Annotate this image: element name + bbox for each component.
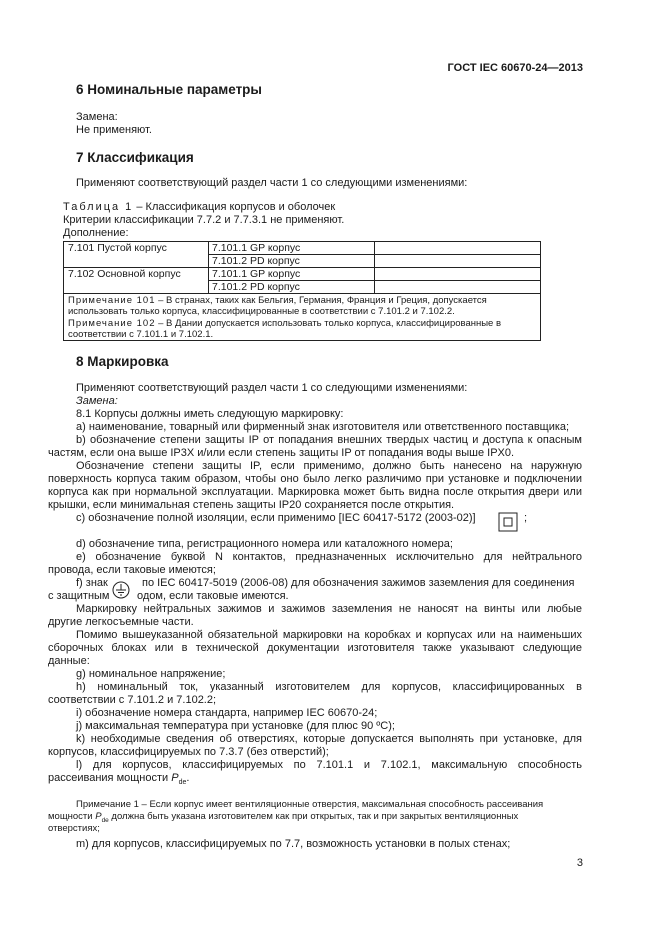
section-6-line-2: Не применяют. <box>76 124 152 136</box>
ip-text-line-1: Обозначение степени защиты IP, если применимо, должно быть нанесено на наружную <box>76 460 582 472</box>
additional-marking-line-2: сборочных блоках или в технической документации изготовителя также указывают следующие <box>48 642 582 654</box>
table-caption <box>63 201 335 214</box>
section-8-intro: Применяют соответствующий раздел части 1 со следующими изменениями: <box>76 382 468 394</box>
item-f-line-2b: одом, если таковые имеются. <box>137 590 289 602</box>
ip-text-line-2: поверхность корпуса таким образом, чтобы оно было легко различимо при установке и подключении <box>48 473 582 485</box>
item-b-line-1: b) обозначение степени защиты IP от попадания внешних твердых частиц и доступа к опасным <box>76 434 582 446</box>
marking-note-line-1: Маркировку нейтральных зажимов и зажимов заземления не наносят на винты или любые <box>76 603 582 615</box>
protective-earth-icon <box>111 580 131 600</box>
item-g: g) номинальное напряжение; <box>76 668 226 680</box>
table-cell: 7.101 Пустой корпус <box>68 242 167 254</box>
table-note-102-label: Примечание 102 <box>68 318 156 329</box>
table-divider <box>64 293 540 294</box>
clause-8-1: 8.1 Корпусы должны иметь следующую маркировку: <box>76 408 344 420</box>
section-8-title: 8 Маркировка <box>76 354 169 369</box>
item-e-line-2: провода, если таковые имеются; <box>48 564 216 576</box>
marking-note-line-2: другие легкосъемные части. <box>48 616 194 628</box>
replace-label: Замена: <box>76 395 118 407</box>
note-1-line-1 <box>76 799 543 811</box>
item-f-line-1a: f) знак <box>76 577 108 589</box>
item-c: c) обозначение полной изоляции, если применимо [IEC 60417-5172 (2003-02)] <box>76 512 476 524</box>
item-f-line-1b: по IEC 60417-5019 (2006-08) для обозначения зажимов заземления для соединения <box>142 577 575 589</box>
item-j: j) максимальная температура при установке (для плюс 90 ºС); <box>76 720 395 732</box>
item-l-end: . <box>186 772 190 784</box>
note-1-text: – Если корпус имеет вентиляционные отверстия, максимальная способность рассеивания <box>138 799 544 810</box>
item-f-line-2a: с защитным <box>48 590 110 602</box>
classification-table <box>63 241 541 341</box>
table-cell: 7.101.2 PD корпус <box>212 255 300 267</box>
ip-text-line-4: крышки, если минимальная степень защиты IP20 сохраняется после открытия. <box>48 499 455 511</box>
item-d: d) обозначение типа, регистрационного номера или каталожного номера; <box>76 538 453 550</box>
table-note-102 <box>68 318 501 330</box>
section-6-line-1: Замена: <box>76 111 118 123</box>
section-7-intro: Применяют соответствующий раздел части 1 со следующими изменениями: <box>76 177 468 189</box>
item-m: m) для корпусов, классифицируемых по 7.7, возможность установки в полых стенах; <box>76 838 511 850</box>
item-i: i) обозначение номера стандарта, например IEC 60670-24; <box>76 707 378 719</box>
item-a: a) наименование, товарный или фирменный знак изготовителя или ответственного поставщика; <box>76 421 570 433</box>
power-subscript: de <box>178 779 187 787</box>
criteria-text: Критерии классификации 7.7.2 и 7.7.3.1 не применяют. <box>63 214 345 226</box>
addition-label: Дополнение: <box>63 227 129 239</box>
item-h-line-1: h) номинальный ток, указанный изготовителем для корпусов, классифицированных в <box>76 681 582 693</box>
table-cell: 7.101.1 GP корпус <box>212 242 301 254</box>
page-number: 3 <box>576 857 583 869</box>
item-e-line-1: e) обозначение буквой N контактов, предназначенных исключительно для нейтрального <box>76 551 582 563</box>
table-note-102-cont: соответствии с 7.101.1 и 7.102.1. <box>68 329 214 340</box>
item-c-end: ; <box>524 512 528 524</box>
note-power-subscript: de <box>101 816 109 824</box>
power-symbol: P <box>171 772 179 784</box>
section-6-title: 6 Номинальные параметры <box>76 82 262 97</box>
section-7-title: 7 Классификация <box>76 150 194 165</box>
item-k-line-2: корпусов, классифицируемых по 7.3.7 (без отверстий); <box>48 746 329 758</box>
note-power-symbol: P <box>95 811 102 822</box>
table-note-101 <box>68 295 487 307</box>
note-1-line-3: отверстиях; <box>48 823 100 834</box>
table-note-101-cont: использовать только корпуса, классифицированные в соответствии с 7.101.2 и 7.102.2. <box>68 306 455 317</box>
table-note-102-text: – В Дании допускается использовать только корпуса, классифицированные в <box>155 318 502 329</box>
item-b-line-2: частям, если она выше IP3X и/или если степень защиты IP от попадания воды выше IPX0. <box>48 447 515 459</box>
item-l-line-2 <box>48 772 189 789</box>
double-insulation-icon <box>497 511 519 533</box>
table-cell: 7.101.1 GP корпус <box>212 268 301 280</box>
item-l-text: рассеивания мощности <box>48 772 172 784</box>
table-caption-label: Таблица 1 <box>63 201 134 213</box>
ip-text-line-3: корпуса как при нормальной эксплуатации. Маркировка может быть видна после открытия двери или <box>48 486 582 498</box>
item-h-line-2: соответствии с 7.101.2 и 7.102.2; <box>48 694 217 706</box>
table-note-101-text: – В странах, таких как Бельгия, Германия, Франция и Греция, допускается <box>155 295 487 306</box>
note-1-line-2 <box>48 811 518 826</box>
note-1-label: Примечание 1 <box>76 799 139 810</box>
table-cell: 7.101.2 PD корпус <box>212 281 300 293</box>
additional-marking-line-1: Помимо вышеуказанной обязательной маркировки на коробках и корпусах или на наименьших <box>76 629 582 641</box>
table-cell: 7.102 Основной корпус <box>68 268 181 280</box>
table-caption-text: – Классификация корпусов и оболочек <box>133 201 336 213</box>
item-l-line-1: l) для корпусов, классифицируемых по 7.101.1 и 7.102.1, максимальную способность <box>76 759 582 771</box>
additional-marking-line-3: данные: <box>48 655 90 667</box>
table-note-101-label: Примечание 101 <box>68 295 156 306</box>
note-1-text-b: должна быть указана изготовителем как при открытых, так и при закрытых вентиляционных <box>108 811 519 822</box>
item-k-line-1: k) необходимые сведения об отверстиях, которые допускается выполнять при установке, для <box>76 733 582 745</box>
document-id: ГОСТ IEC 60670-24—2013 <box>447 62 583 74</box>
note-1-text-a: мощности <box>48 811 96 822</box>
